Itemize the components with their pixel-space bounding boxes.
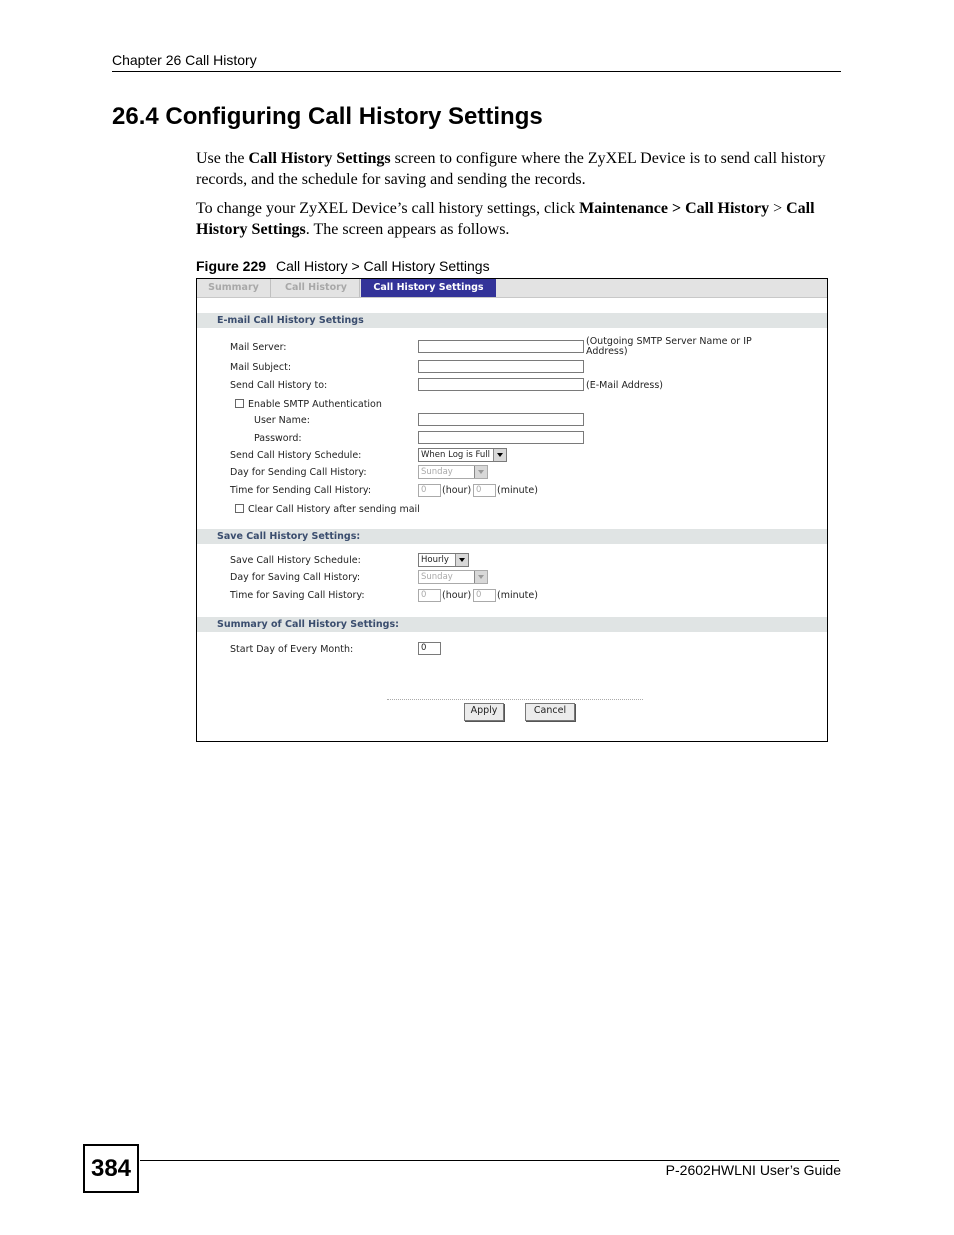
smtp-auth-label: Enable SMTP Authentication — [248, 399, 382, 410]
mail-server-label: Mail Server: — [230, 342, 287, 353]
tab-call-history-settings[interactable]: Call History Settings — [361, 279, 496, 297]
send-day-value: Sunday — [421, 467, 453, 477]
send-minute-input[interactable]: 0 — [473, 484, 496, 497]
send-to-label: Send Call History to: — [230, 380, 328, 391]
tab-call-history[interactable]: Call History — [273, 279, 360, 297]
guide-title: P-2602HWLNI User’s Guide — [665, 1162, 841, 1178]
send-hour-unit: (hour) — [442, 485, 472, 496]
page-number: 384 — [83, 1144, 139, 1193]
instructions-paragraph — [196, 198, 836, 240]
figure-caption — [196, 258, 490, 274]
password-input[interactable] — [418, 431, 584, 444]
save-minute-unit: (minute) — [497, 590, 538, 601]
para1-pre: Use the — [196, 150, 249, 167]
header-rule — [112, 71, 841, 72]
save-hour-unit: (hour) — [442, 590, 472, 601]
mail-subject-label: Mail Subject: — [230, 362, 292, 373]
send-to-hint: (E-Mail Address) — [586, 380, 663, 391]
send-schedule-label: Send Call History Schedule: — [230, 450, 362, 461]
save-day-select[interactable] — [418, 570, 488, 584]
send-minute-unit: (minute) — [497, 485, 538, 496]
send-day-label: Day for Sending Call History: — [230, 467, 367, 478]
figure-label: Figure 229 — [196, 258, 267, 274]
para2-bold1: Maintenance > Call History — [579, 200, 770, 217]
mail-server-input[interactable] — [418, 340, 584, 353]
send-hour-input[interactable]: 0 — [418, 484, 441, 497]
summary-section-heading: Summary of Call History Settings: — [197, 617, 827, 632]
email-section-heading: E-mail Call History Settings — [197, 313, 827, 328]
start-day-label: Start Day of Every Month: — [230, 644, 354, 655]
para2-bold2: Call History Settings — [196, 200, 815, 238]
save-hour-input[interactable]: 0 — [418, 589, 441, 602]
save-time-label: Time for Saving Call History: — [230, 590, 365, 601]
user-name-input[interactable] — [418, 413, 584, 426]
save-schedule-label: Save Call History Schedule: — [230, 555, 361, 566]
chevron-down-icon — [474, 466, 487, 478]
send-schedule-value: When Log is Full — [421, 450, 491, 460]
section-title: 26.4 Configuring Call History Settings — [112, 103, 543, 130]
button-divider — [387, 699, 643, 700]
send-day-select[interactable] — [418, 465, 488, 479]
para2-pre: To change your ZyXEL Device’s call history settings, click — [196, 200, 580, 217]
clear-after-send-label: Clear Call History after sending mail — [248, 504, 420, 515]
para2-post: . The screen appears as follows. — [305, 221, 510, 238]
start-day-input[interactable]: 0 — [418, 642, 441, 655]
figure-title: Call History > Call History Settings — [276, 258, 490, 274]
apply-button[interactable]: Apply — [464, 703, 504, 721]
para1-post: screen to configure where the ZyXEL Device is to send call history records, and the schedule for saving and sending the records. — [196, 150, 826, 188]
save-day-value: Sunday — [421, 572, 453, 582]
mail-subject-input[interactable] — [418, 360, 584, 373]
password-label: Password: — [254, 433, 302, 444]
para2-mid: > — [769, 200, 787, 217]
save-section-heading: Save Call History Settings: — [197, 529, 827, 544]
save-day-label: Day for Saving Call History: — [230, 572, 361, 583]
tab-bar — [197, 279, 827, 298]
save-minute-input[interactable]: 0 — [473, 589, 496, 602]
chevron-down-icon — [493, 449, 506, 461]
chevron-down-icon — [474, 571, 487, 583]
smtp-auth-checkbox[interactable] — [235, 399, 244, 408]
chapter-header: Chapter 26 Call History — [112, 52, 257, 68]
save-schedule-select[interactable] — [418, 553, 469, 567]
send-time-label: Time for Sending Call History: — [230, 485, 372, 496]
tab-summary[interactable]: Summary — [197, 279, 271, 297]
mail-server-hint: (Outgoing SMTP Server Name or IP Address) — [586, 336, 752, 357]
para1-bold: Call History Settings — [248, 150, 391, 167]
call-history-settings-screen — [196, 278, 828, 742]
send-to-input[interactable] — [418, 378, 584, 391]
footer-rule — [140, 1160, 839, 1161]
cancel-button[interactable]: Cancel — [525, 703, 575, 721]
chevron-down-icon — [455, 554, 468, 566]
intro-paragraph — [196, 148, 836, 190]
clear-after-send-checkbox[interactable] — [235, 504, 244, 513]
user-name-label: User Name: — [254, 415, 310, 426]
save-schedule-value: Hourly — [421, 555, 449, 565]
send-schedule-select[interactable] — [418, 448, 507, 462]
